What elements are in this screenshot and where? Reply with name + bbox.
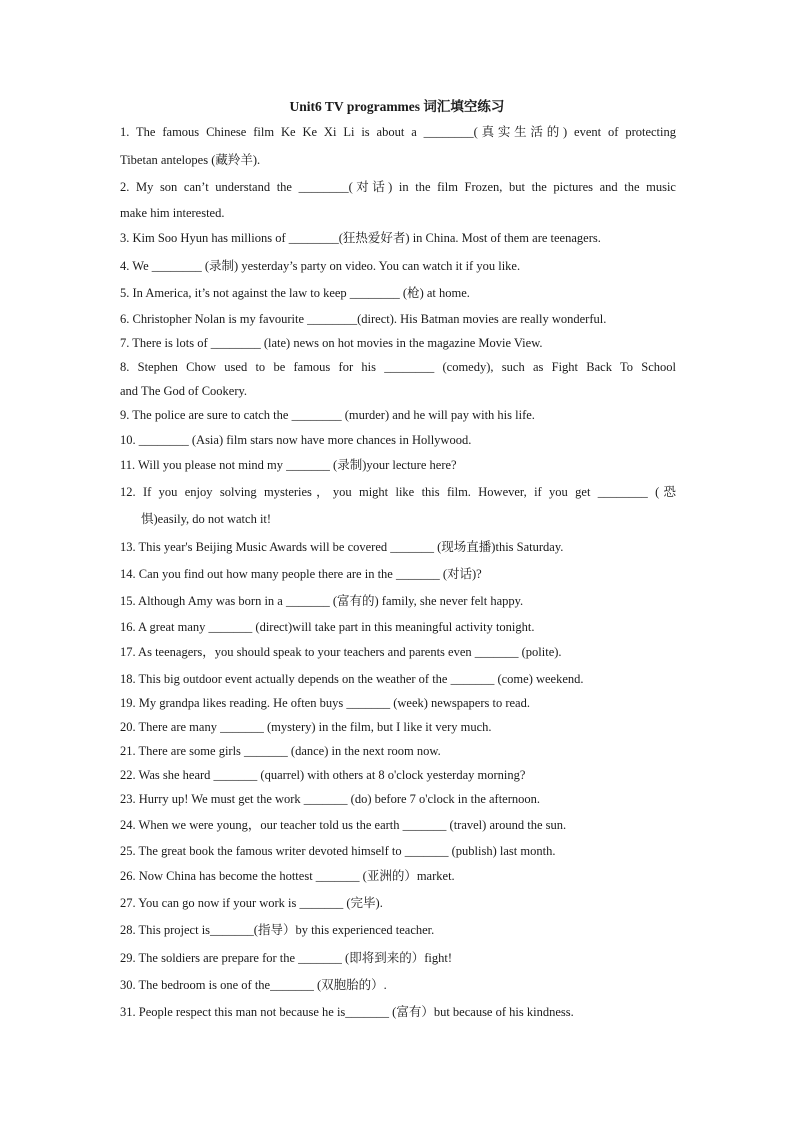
exercise-line-6: 6. Christopher Nolan is my favourite ________(direct). His Batman movies are really wonderful.	[120, 312, 607, 326]
exercise-line-5: 5. In America, it’s not against the law to keep ________ (枪) at home.	[120, 286, 470, 300]
exercise-line-1a: 1. The famous Chinese film Ke Ke Xi Li is about a ________(真实生活的) event of protecting	[120, 125, 676, 139]
exercise-line-31: 31. People respect this man not because he is_______ (富有）but because of his kindness.	[120, 1005, 574, 1019]
exercise-line-2a: 2. My son can’t understand the ________(对话) in the film Frozen, but the pictures and the music	[120, 180, 676, 194]
exercise-line-11: 11. Will you please not mind my _______ (录制)your lecture here?	[120, 458, 457, 472]
exercise-line-29: 29. The soldiers are prepare for the _______ (即将到来的）fight!	[120, 951, 452, 965]
exercise-line-20: 20. There are many _______ (mystery) in the film, but I like it very much.	[120, 720, 492, 734]
exercise-line-30: 30. The bedroom is one of the_______ (双胞胎的）.	[120, 978, 387, 992]
exercise-line-25: 25. The great book the famous writer devoted himself to _______ (publish) last month.	[120, 844, 556, 858]
exercise-line-16: 16. A great many _______ (direct)will take part in this meaningful activity tonight.	[120, 620, 535, 634]
exercise-line-22: 22. Was she heard _______ (quarrel) with others at 8 o'clock yesterday morning?	[120, 768, 526, 782]
exercise-line-14: 14. Can you find out how many people there are in the _______ (对话)?	[120, 567, 482, 581]
exercise-line-23: 23. Hurry up! We must get the work _______ (do) before 7 o'clock in the afternoon.	[120, 792, 541, 806]
exercise-line-21: 21. There are some girls _______ (dance) in the next room now.	[120, 744, 441, 758]
exercise-line-28: 28. This project is_______(指导）by this experienced teacher.	[120, 923, 435, 937]
exercise-line-27: 27. You can go now if your work is _______ (完毕).	[120, 896, 383, 910]
exercise-line-9: 9. The police are sure to catch the ________ (murder) and he will pay with his life.	[120, 408, 535, 422]
exercise-line-8a: 8. Stephen Chow used to be famous for his ________ (comedy), such as Fight Back To School	[120, 360, 676, 374]
exercise-line-3: 3. Kim Soo Hyun has millions of ________(狂热爱好者) in China. Most of them are teenagers.	[120, 231, 601, 245]
exercise-line-10: 10. ________ (Asia) film stars now have more chances in Hollywood.	[120, 433, 472, 447]
exercise-line-18: 18. This big outdoor event actually depends on the weather of the _______ (come) weekend.	[120, 672, 584, 686]
page-title: Unit6 TV programmes 词汇填空练习	[289, 99, 505, 114]
exercise-line-17: 17. As teenagers，you should speak to your teachers and parents even _______ (polite).	[120, 645, 562, 659]
exercise-line-8b: and The God of Cookery.	[120, 384, 248, 398]
exercise-line-15: 15. Although Amy was born in a _______ (富有的) family, she never felt happy.	[120, 594, 524, 608]
exercise-line-4: 4. We ________ (录制) yesterday’s party on video. You can watch it if you like.	[120, 259, 521, 273]
exercise-line-13: 13. This year's Beijing Music Awards will be covered _______ (现场直播)this Saturday.	[120, 540, 564, 554]
exercise-line-24: 24. When we were young，our teacher told us the earth _______ (travel) around the sun.	[120, 818, 567, 832]
exercise-line-2b: make him interested.	[120, 206, 225, 220]
exercise-line-7: 7. There is lots of ________ (late) news on hot movies in the magazine Movie View.	[120, 336, 543, 350]
exercise-line-19: 19. My grandpa likes reading. He often buys _______ (week) newspapers to read.	[120, 696, 530, 710]
exercise-line-12b: 惧)easily, do not watch it!	[141, 512, 272, 526]
exercise-line-26: 26. Now China has become the hottest _______ (亚洲的）market.	[120, 869, 455, 883]
exercise-line-12a: 12. If you enjoy solving mysteries，you might like this film. However, if you get ________ (恐	[120, 485, 676, 499]
exercise-line-1b: Tibetan antelopes (藏羚羊).	[120, 153, 261, 167]
